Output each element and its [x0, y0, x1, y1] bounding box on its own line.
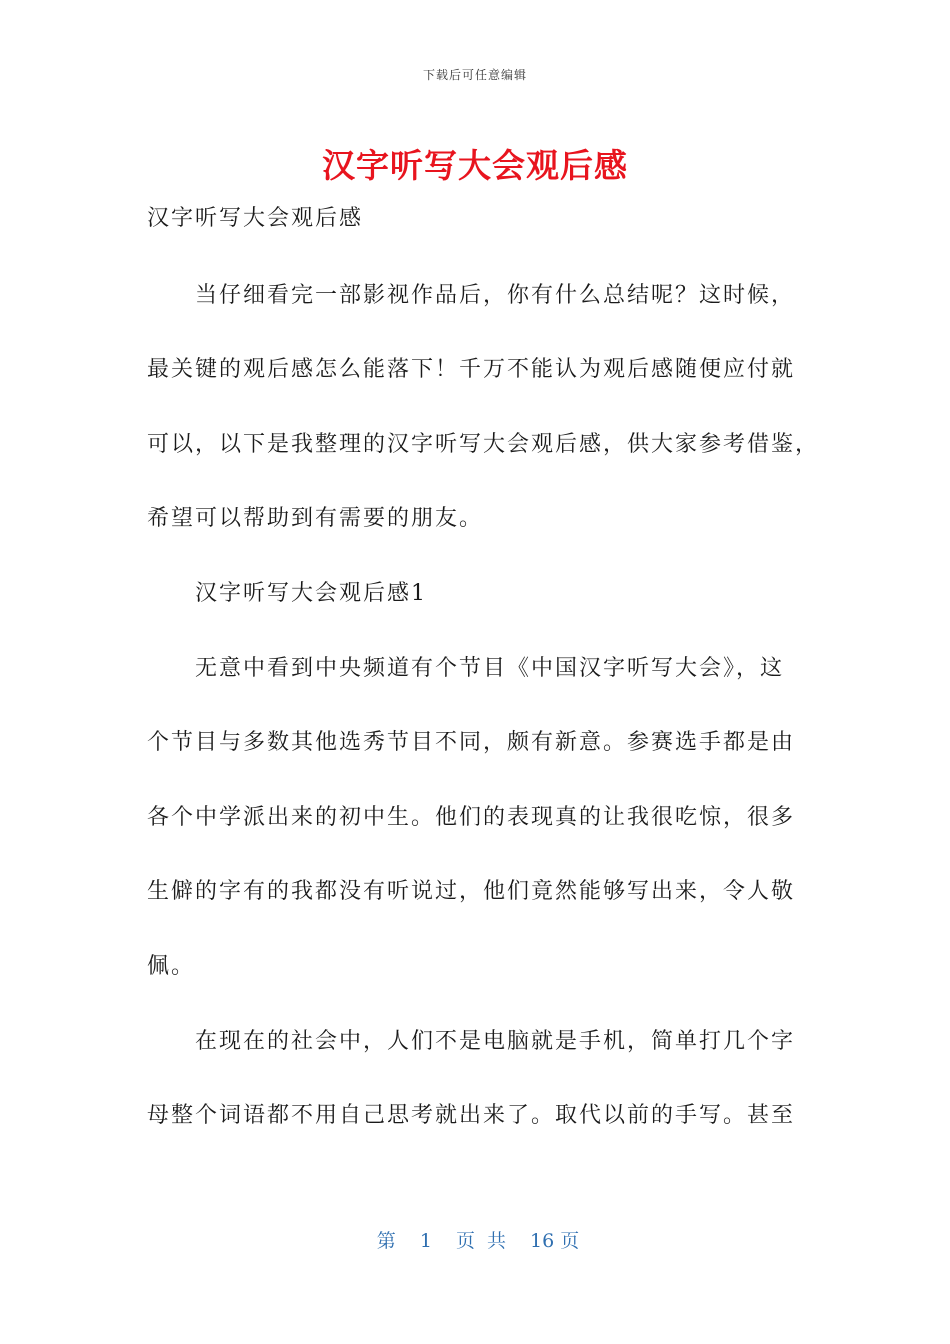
- total-page-number: 16: [530, 1230, 555, 1252]
- paragraph-line: 生僻的字有的我都没有听说过，他们竟然能够写出来，令人敬: [147, 879, 796, 904]
- footer-middle: 页 共: [455, 1230, 506, 1252]
- paragraph-line: 无意中看到中央频道有个节目《中国汉字听写大会》，这: [147, 656, 785, 681]
- subtitle-line: 汉字听写大会观后感: [147, 206, 364, 231]
- current-page-number: 1: [419, 1230, 432, 1252]
- header-note: 下载后可任意编辑: [422, 68, 527, 82]
- paragraph-line: 佩。: [147, 954, 196, 979]
- paragraph-line: 各个中学派出来的初中生。他们的表现真的让我很吃惊，很多: [147, 805, 796, 830]
- paragraph-line: 母整个词语都不用自己思考就出来了。取代以前的手写。甚至: [147, 1103, 796, 1128]
- paragraph-line: 个节目与多数其他选秀节目不同，颇有新意。参赛选手都是由: [147, 730, 796, 755]
- paragraph-line: 当仔细看完一部影视作品后，你有什么总结呢？这时候，: [147, 283, 796, 308]
- section-heading: 汉字听写大会观后感1: [147, 581, 427, 606]
- paragraph-line: 在现在的社会中，人们不是电脑就是手机，简单打几个字: [147, 1029, 796, 1054]
- paragraph-line: 最关键的观后感怎么能落下！千万不能认为观后感随便应付就: [147, 357, 796, 382]
- page-footer: [0, 1226, 950, 1253]
- paragraph-line: 可以，以下是我整理的汉字听写大会观后感，供大家参考借鉴，: [147, 432, 820, 457]
- footer-suffix: 页: [560, 1230, 580, 1252]
- paragraph-line: 希望可以帮助到有需要的朋友。: [147, 506, 484, 531]
- document-title: 汉字听写大会观后感: [322, 146, 628, 185]
- footer-prefix: 第: [376, 1230, 396, 1252]
